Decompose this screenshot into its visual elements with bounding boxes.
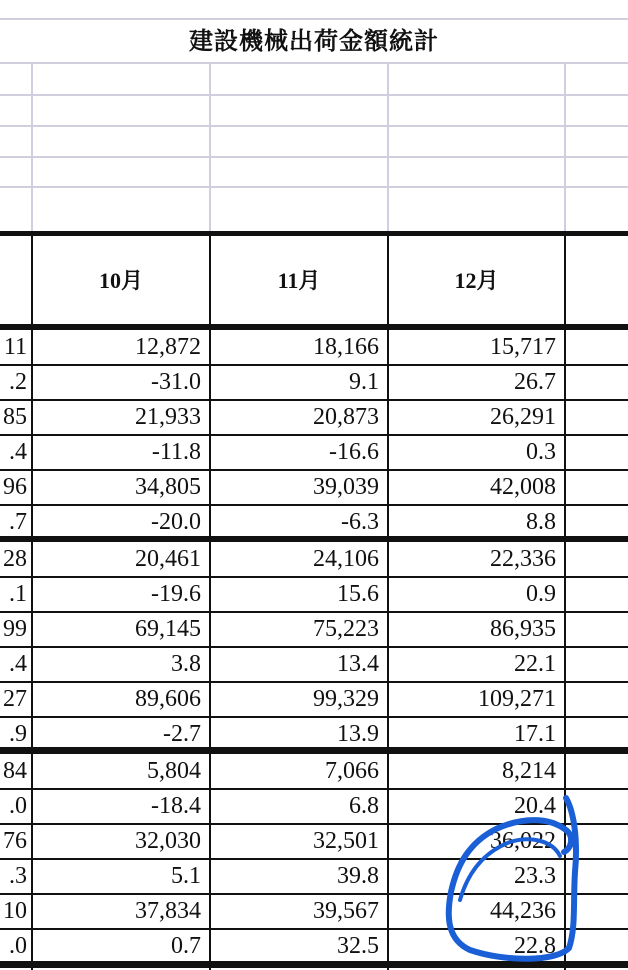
clipped-value: .4 xyxy=(9,439,27,465)
sheet-title: 建設機械出荷金額統計 xyxy=(189,29,439,55)
clipped-value: 28 xyxy=(3,546,27,572)
table-cell[interactable]: -2.7 xyxy=(163,721,201,747)
grid-line xyxy=(31,64,33,232)
table-cell[interactable]: 18,166 xyxy=(313,334,379,360)
table-cell[interactable]: 36,022 xyxy=(490,828,556,854)
table-cell[interactable]: 17.1 xyxy=(514,721,556,747)
clipped-value: 11 xyxy=(3,334,27,360)
table-cell[interactable]: 75,223 xyxy=(313,616,379,642)
table-cell[interactable]: -18.4 xyxy=(151,793,201,819)
table-cell[interactable]: -20.0 xyxy=(151,509,201,535)
table-cell[interactable]: 12,872 xyxy=(135,334,201,360)
clipped-value: .3 xyxy=(9,863,27,889)
grid-line xyxy=(209,64,211,232)
row-label-clipped xyxy=(0,330,30,365)
column-header-oct: 10月 xyxy=(98,268,143,293)
row-label-clipped xyxy=(0,754,30,789)
row-label-clipped xyxy=(0,824,30,859)
clipped-value: .9 xyxy=(9,721,27,747)
table-cell[interactable]: 5.1 xyxy=(171,863,201,889)
table-cell[interactable]: 3.8 xyxy=(171,651,201,677)
clipped-value: .2 xyxy=(9,369,27,395)
table-cell[interactable]: 20,461 xyxy=(135,546,201,572)
row-label-clipped xyxy=(0,365,30,400)
table-cell[interactable]: 0.3 xyxy=(526,439,556,465)
table-cell[interactable]: 23.3 xyxy=(514,863,556,889)
table-cell[interactable]: 22,336 xyxy=(490,546,556,572)
column-header-dec: 12月 xyxy=(454,268,499,293)
grid-line xyxy=(0,94,628,96)
table-cell[interactable]: 39,039 xyxy=(313,474,379,500)
table-cell[interactable]: -19.6 xyxy=(151,581,201,607)
grid-line xyxy=(0,18,628,20)
clipped-value: 84 xyxy=(3,758,27,784)
table-cell[interactable]: 0.9 xyxy=(526,581,556,607)
table-cell[interactable]: 44,236 xyxy=(490,898,556,924)
table-cell[interactable]: 69,145 xyxy=(135,616,201,642)
clipped-value: 96 xyxy=(3,474,27,500)
row-label-clipped xyxy=(0,470,30,505)
clipped-value: .4 xyxy=(9,651,27,677)
clipped-value: .7 xyxy=(9,509,27,535)
table-cell[interactable]: 8,214 xyxy=(502,758,556,784)
grid-line xyxy=(564,64,566,232)
row-label-clipped xyxy=(0,859,30,894)
table-cell[interactable]: 32,030 xyxy=(135,828,201,854)
table-cell[interactable]: 24,106 xyxy=(313,546,379,572)
table-cell[interactable]: 8.8 xyxy=(526,509,556,535)
row-label-clipped xyxy=(0,612,30,647)
table-cell[interactable]: -11.8 xyxy=(151,439,201,465)
clipped-value: .1 xyxy=(9,581,27,607)
table-cell[interactable]: 39,567 xyxy=(313,898,379,924)
table-cell[interactable]: 89,606 xyxy=(135,686,201,712)
table-cell[interactable]: 37,834 xyxy=(135,898,201,924)
clipped-value: 10 xyxy=(3,898,27,924)
row-label-clipped xyxy=(0,647,30,682)
table-cell[interactable]: 22.8 xyxy=(514,933,556,959)
row-label-clipped xyxy=(0,717,30,752)
table-cell[interactable]: 32.5 xyxy=(337,933,379,959)
table-cell[interactable]: 7,066 xyxy=(325,758,379,784)
grid-line xyxy=(0,62,628,64)
clipped-value: 85 xyxy=(3,404,27,430)
row-label-clipped xyxy=(0,435,30,470)
table-cell[interactable]: 20,873 xyxy=(313,404,379,430)
table-cell[interactable]: -16.6 xyxy=(329,439,379,465)
table-cell[interactable]: 39.8 xyxy=(337,863,379,889)
grid-line xyxy=(0,125,628,127)
table-cell[interactable]: 21,933 xyxy=(135,404,201,430)
column-header-nov: 11月 xyxy=(277,268,321,293)
row-label-clipped xyxy=(0,789,30,824)
row-label-clipped xyxy=(0,682,30,717)
clipped-value: .0 xyxy=(9,793,27,819)
grid-line xyxy=(0,186,628,188)
row-label-clipped xyxy=(0,400,30,435)
row-label-clipped xyxy=(0,894,30,929)
table-cell[interactable]: 26,291 xyxy=(490,404,556,430)
grid-line xyxy=(0,156,628,158)
table-cell[interactable]: 20.4 xyxy=(514,793,556,819)
table-cell[interactable]: 99,329 xyxy=(313,686,379,712)
grid-line xyxy=(387,64,389,232)
table-cell[interactable]: 15.6 xyxy=(337,581,379,607)
table-cell[interactable]: 0.7 xyxy=(171,933,201,959)
table-cell[interactable]: 32,501 xyxy=(313,828,379,854)
clipped-value: 76 xyxy=(3,828,27,854)
clipped-value: .0 xyxy=(9,933,27,959)
table-cell[interactable]: 42,008 xyxy=(490,474,556,500)
clipped-value: 27 xyxy=(3,686,27,712)
row-label-clipped xyxy=(0,542,30,577)
table-cell[interactable]: 5,804 xyxy=(147,758,201,784)
table-cell[interactable]: 13.9 xyxy=(337,721,379,747)
table-cell[interactable]: -31.0 xyxy=(151,369,201,395)
table-cell[interactable]: 86,935 xyxy=(490,616,556,642)
row-label-clipped xyxy=(0,505,30,540)
row-label-clipped xyxy=(0,929,30,964)
table-cell[interactable]: 26.7 xyxy=(514,369,556,395)
table-cell[interactable]: 13.4 xyxy=(337,651,379,677)
table-cell[interactable]: 15,717 xyxy=(490,334,556,360)
row-label-clipped xyxy=(0,577,30,612)
table-cell[interactable]: 9.1 xyxy=(349,369,379,395)
table-cell[interactable]: 22.1 xyxy=(514,651,556,677)
table-cell[interactable]: 109,271 xyxy=(478,686,556,712)
table-cell[interactable]: 6.8 xyxy=(349,793,379,819)
clipped-value: 99 xyxy=(3,616,27,642)
table-cell[interactable]: 34,805 xyxy=(135,474,201,500)
table-cell[interactable]: -6.3 xyxy=(341,509,379,535)
